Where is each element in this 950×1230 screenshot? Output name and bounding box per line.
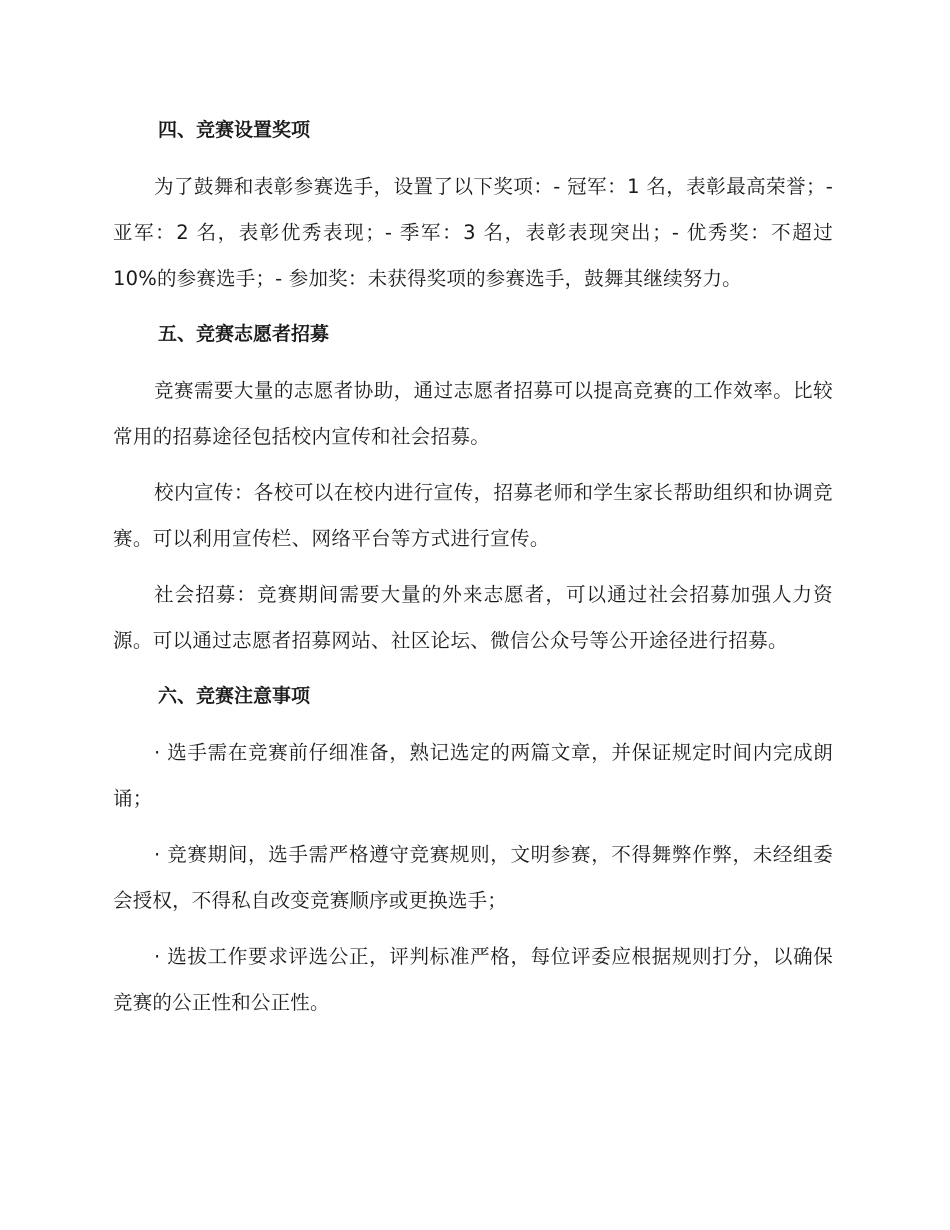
- bullet-rules: · 竞赛期间，选手需严格遵守竞赛规则，文明参赛，不得舞弊作弊，未经组委会授权，不得私自改变竞赛顺序或更换选手；: [113, 843, 833, 912]
- paragraph-awards: 为了鼓舞和表彰参赛选手，设置了以下奖项：- 冠军：1 名，表彰最高荣誉；- 亚军：2 名，表彰优秀表现；- 季军：3 名，表彰表现突出；- 优秀奖：不超过 10%的参赛选手；- 参加奖：未获得奖项的参赛选手，鼓舞其继续努力。: [113, 175, 833, 290]
- paragraph-social-recruitment: 社会招募：竞赛期间需要大量的外来志愿者，可以通过社会招募加强人力资源。可以通过志愿者招募网站、社区论坛、微信公众号等公开途径进行招募。: [113, 583, 833, 652]
- paragraph-campus-publicity: 校内宣传：各校可以在校内进行宣传，招募老师和学生家长帮助组织和协调竞赛。可以利用宣传栏、网络平台等方式进行宣传。: [113, 481, 833, 550]
- bullet-fairness: · 选拔工作要求评选公正，评判标准严格，每位评委应根据规则打分，以确保竞赛的公正性和公正性。: [113, 945, 833, 1014]
- section-heading-notes: 六、竞赛注意事项: [158, 685, 311, 707]
- section-heading-volunteers: 五、竞赛志愿者招募: [158, 323, 330, 345]
- section-heading-awards: 四、竞赛设置奖项: [158, 119, 311, 141]
- document-body: [113, 108, 833, 1036]
- bullet-preparation: · 选手需在竞赛前仔细准备，熟记选定的两篇文章，并保证规定时间内完成朗诵；: [113, 741, 833, 810]
- paragraph-volunteer-intro: 竞赛需要大量的志愿者协助，通过志愿者招募可以提高竞赛的工作效率。比较常用的招募途径包括校内宣传和社会招募。: [113, 379, 833, 448]
